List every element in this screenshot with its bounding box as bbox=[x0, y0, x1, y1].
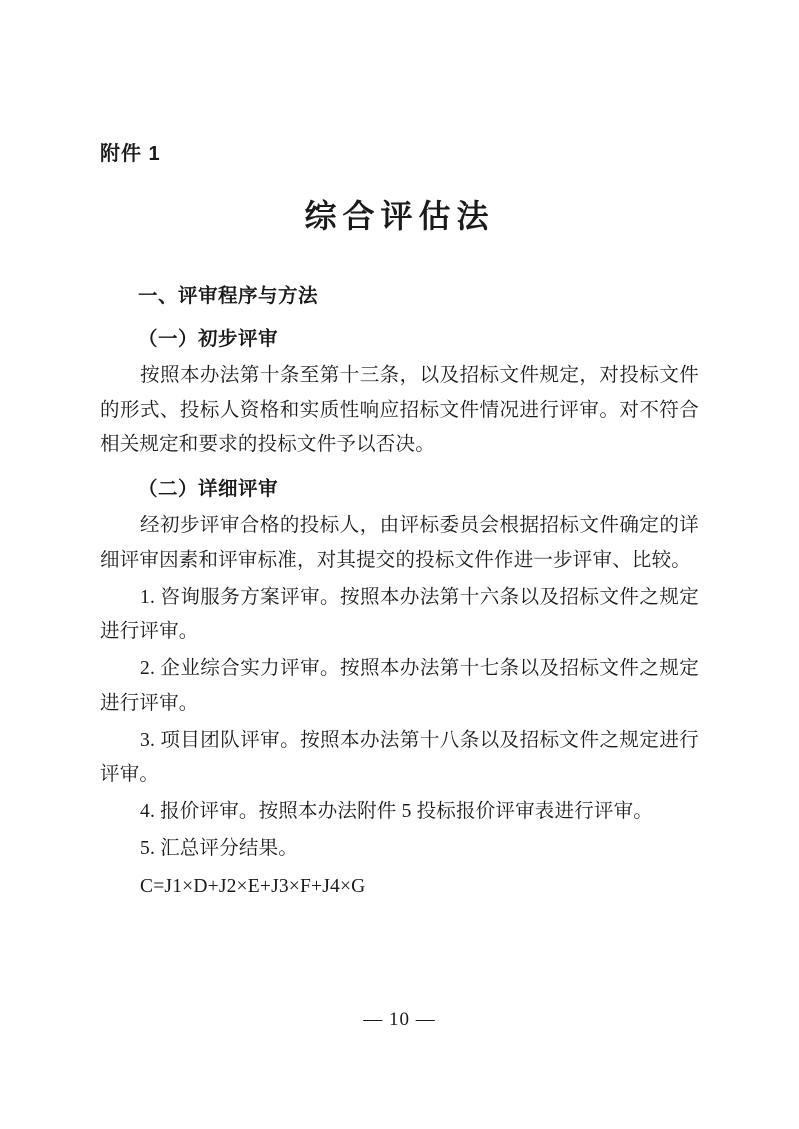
list-item: 3. 项目团队评审。按照本办法第十八条以及招标文件之规定进行评审。 bbox=[100, 729, 699, 786]
subsection-heading-detailed-review: （二）详细评审 bbox=[138, 479, 279, 501]
list-item: 4. 报价评审。按照本办法附件 5 投标报价评审表进行评审。 bbox=[140, 800, 654, 822]
paragraph-detailed-review: 经初步评审合格的投标人，由评标委员会根据招标文件确定的详细评审因素和评审标准，对其提交的投标文件作进一步评审、比较。 bbox=[100, 515, 699, 571]
page-title: 综合评估法 bbox=[304, 198, 495, 234]
section-heading-procedures: 一、评审程序与方法 bbox=[138, 284, 319, 307]
list-item: 5. 汇总评分结果。 bbox=[140, 837, 299, 859]
list-item: 2. 企业综合实力评审。按照本办法第十七条以及招标文件之规定进行评审。 bbox=[100, 658, 699, 714]
scoring-formula: C=J1×D+J2×E+J3×F+J4×G bbox=[140, 876, 366, 898]
attachment-label: 附件 1 bbox=[100, 143, 161, 165]
page-number: — 10 — bbox=[363, 1009, 436, 1030]
subsection-heading-preliminary-review: （一）初步评审 bbox=[138, 328, 279, 350]
list-item: 1. 咨询服务方案评审。按照本办法第十六条以及招标文件之规定进行评审。 bbox=[100, 586, 699, 643]
paragraph-preliminary-review: 按照本办法第十条至第十三条，以及招标文件规定，对投标文件的形式、投标人资格和实质性响应招标文件情况进行评审。对不符合相关规定和要求的投标文件予以否决。 bbox=[100, 365, 699, 456]
